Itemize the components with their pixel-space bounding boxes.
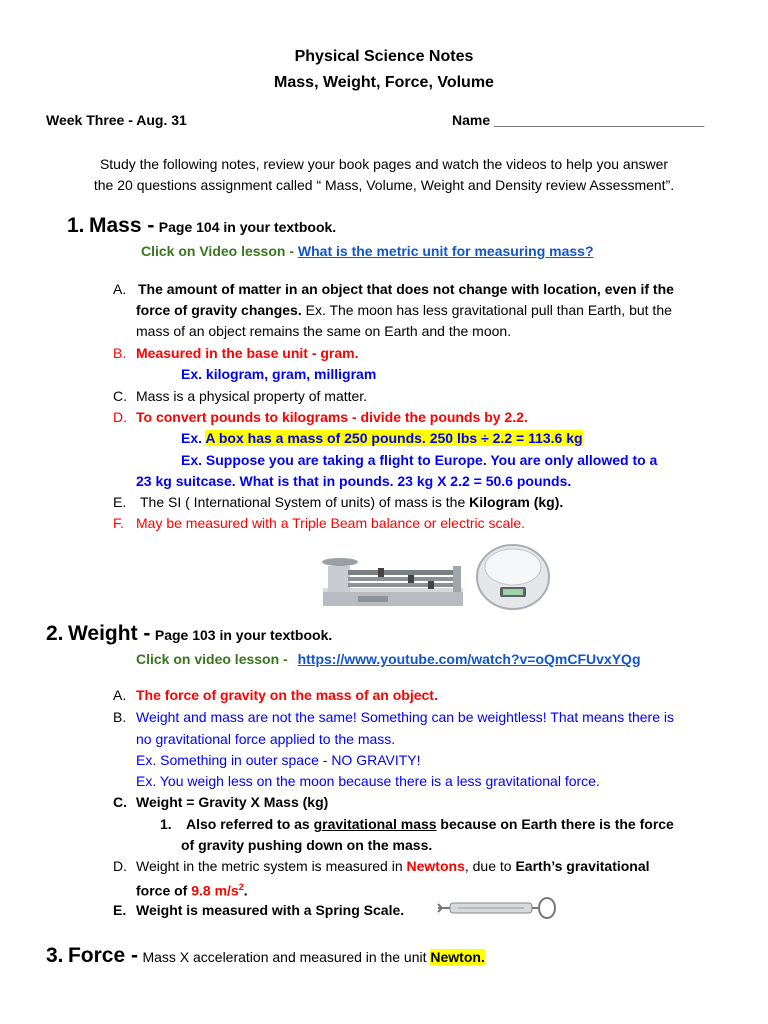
- weight-e-text: Weight is measured with a Spring Scale.: [136, 902, 405, 918]
- weight-a-text: The force of gravity on the mass of an object.: [136, 687, 438, 703]
- weight-d-value: 9.8 m/s: [191, 882, 239, 899]
- spring-scale-image: [436, 894, 558, 922]
- mass-f-text: May be measured with a Triple Beam balance or electric scale.: [136, 515, 526, 531]
- weight-c1-line-2: of gravity pushing down on the mass.: [181, 837, 433, 853]
- weight-number: 2.: [46, 622, 64, 645]
- page-subtitle: Mass, Weight, Force, Volume: [274, 74, 494, 91]
- weight-b-line-4: Ex. You weigh less on the moon because there is a less gravitational force.: [136, 773, 600, 789]
- mass-a-line-3: mass of an object remains the same on Earth and the moon.: [136, 323, 512, 339]
- weight-c1-post: because on Earth there is the force: [436, 816, 674, 832]
- item-marker: B.: [113, 709, 127, 725]
- item-marker: E.: [113, 902, 127, 918]
- weight-d-line-2: [136, 877, 248, 902]
- mass-a-line-2: [136, 300, 672, 321]
- force-text: Mass X acceleration and measured in the unit: [142, 949, 431, 965]
- example-prefix: Ex.: [181, 430, 203, 446]
- mass-e-bold: Kilogram (kg).: [469, 494, 564, 510]
- mass-a-bold: force of gravity changes.: [136, 302, 302, 318]
- item-marker: D.: [113, 858, 127, 874]
- mass-b-text: Measured in the base unit - gram.: [136, 345, 359, 361]
- weight-video-line: [136, 651, 641, 667]
- force-heading: [46, 944, 485, 968]
- mass-video-prefix: Click on Video lesson -: [141, 243, 295, 259]
- electric-scale-image: [474, 537, 552, 611]
- force-unit: Newton.: [430, 949, 485, 965]
- mass-e-text: The SI ( International System of units) of mass is the: [140, 494, 470, 510]
- weight-b-line-2: no gravitational force applied to the mass.: [136, 731, 396, 747]
- weight-d-newtons: Newtons: [406, 858, 465, 874]
- name-label: Name: [452, 112, 491, 128]
- mass-number: 1.: [67, 214, 85, 237]
- name-blank: ___________________________: [494, 112, 705, 128]
- mass-d-text: To convert pounds to kilograms - divide the pounds by 2.2.: [136, 409, 528, 425]
- intro-line-1: Study the following notes, review your book pages and watch the videos to help you answer: [99, 156, 669, 172]
- weight-d-end: .: [243, 882, 248, 899]
- mass-d-example-2-line-2: 23 kg suitcase. What is that in pounds. 23 kg X 2.2 = 50.6 pounds.: [136, 473, 572, 489]
- mass-d-example-2-line-1: Ex. Suppose you are taking a flight to Europe. You are only allowed to a: [181, 452, 658, 468]
- name-field: [452, 112, 704, 128]
- mass-a-rest: Ex. The moon has less gravitational pull than Earth, but the: [301, 302, 672, 318]
- weight-c1-underlined: gravitational mass: [313, 816, 437, 832]
- page-title: Physical Science Notes: [294, 48, 474, 65]
- mass-b-example: Ex. kilogram, gram, milligram: [181, 366, 377, 382]
- mass-d-example-1: [181, 428, 583, 449]
- item-marker: D.: [113, 409, 127, 425]
- mass-a-line-1: The amount of matter in an object that does not change with location, even if the: [138, 281, 674, 297]
- weight-c1-pre: Also referred to as: [186, 816, 314, 832]
- item-marker: E.: [113, 494, 127, 510]
- item-marker: F.: [113, 515, 124, 531]
- weight-d-bold: Earth’s gravitational: [515, 858, 650, 874]
- weight-title: Weight -: [67, 622, 151, 645]
- weight-video-link[interactable]: https://www.youtube.com/watch?v=oQmCFUvxYQg: [297, 651, 641, 667]
- triple-beam-balance-image: [318, 548, 468, 610]
- weight-d-mid: , due to: [464, 858, 516, 874]
- mass-video-line: [141, 243, 594, 259]
- week-label: Week Three - Aug. 31: [46, 112, 187, 128]
- item-marker: A.: [113, 687, 127, 703]
- intro-line-2: the 20 questions assignment called “ Mass, Volume, Weight and Density review Assessment”.: [93, 177, 675, 193]
- highlighted-example: A box has a mass of 250 pounds. 250 lbs ÷ 2.2 = 113.6 kg: [205, 430, 583, 446]
- weight-heading: [46, 622, 332, 646]
- weight-d-pre: Weight in the metric system is measured in: [136, 858, 407, 874]
- weight-page-ref: Page 103 in your textbook.: [154, 627, 333, 643]
- force-title: Force -: [67, 944, 138, 967]
- force-number: 3.: [46, 944, 64, 967]
- mass-title: Mass -: [88, 214, 155, 237]
- weight-c-text: Weight = Gravity X Mass (kg): [136, 794, 329, 810]
- mass-c-text: Mass is a physical property of matter.: [136, 388, 368, 404]
- item-marker: B.: [113, 345, 127, 361]
- item-marker: C.: [113, 794, 127, 810]
- item-marker: 1.: [160, 816, 172, 832]
- mass-video-link[interactable]: What is the metric unit for measuring mass?: [297, 243, 594, 259]
- item-marker: C.: [113, 388, 127, 404]
- weight-d-superscript: 2: [238, 882, 244, 892]
- weight-d-line2-pre: force of: [136, 882, 192, 899]
- item-marker: A.: [113, 281, 127, 297]
- weight-b-line-1: Weight and mass are not the same! Something can be weightless! That means there is: [136, 709, 674, 725]
- mass-heading: [67, 214, 336, 238]
- weight-video-prefix: Click on video lesson -: [136, 651, 288, 667]
- weight-b-line-3: Ex. Something in outer space - NO GRAVITY!: [136, 752, 421, 768]
- mass-page-ref: Page 104 in your textbook.: [158, 219, 337, 235]
